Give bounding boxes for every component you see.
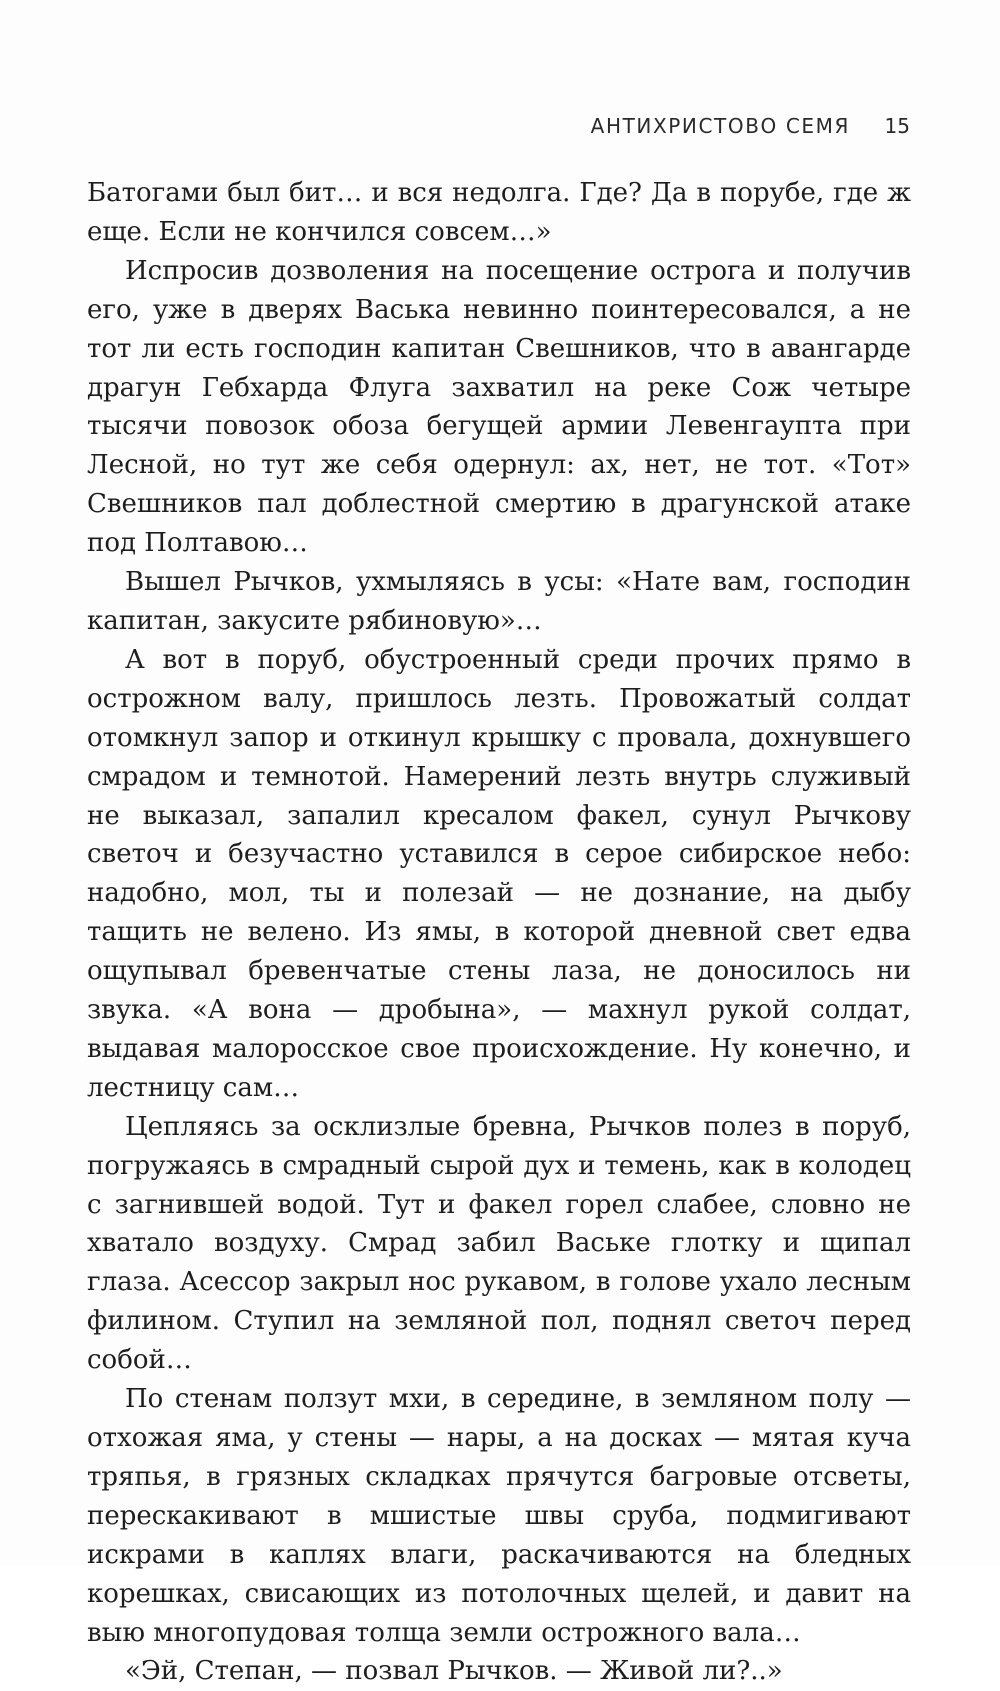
paragraph: Вышел Рычков, ухмыляясь в усы: «Нате вам, господин капитан, закусите рябиновую»… <box>87 567 911 636</box>
running-title: АНТИХРИСТОВО СЕМЯ <box>590 114 850 138</box>
running-header <box>520 114 910 148</box>
page-number: 15 <box>884 114 910 138</box>
paragraph: Цепляясь за осклизлые бревна, Рычков полез в поруб, погружаясь в смрадный сырой дух и темень, как в колодец с загнившей водой. Тут и факел горел слабее, словно не хватало воздуху. Смрад забил Ваське глотку и щипал глаза. Асессор закрыл нос рукавом, в голове ухало лесным филином. Ступил на земляной пол, поднял светоч перед собой… <box>87 1111 911 1376</box>
paragraph: «Эй, Степан, — позвал Рычков. — Живой ли?..» <box>125 1656 783 1687</box>
paragraph: А вот в поруб, обустроенный среди прочих прямо в острожном валу, пришлось лезть. Провожатый солдат отомкнул запор и откинул крышку с провала, дохнувшего смрадом и темнотой. Намерений лезть внутрь служивый не выказал, запалил кресалом факел, сунул Рычкову светоч и безучастно уставился в серое сибирское небо: надобно, мол, ты и полезай — не дознание, на дыбу тащить не велено. Из ямы, в которой дневной свет едва ощупывал бревенчатые стены лаза, не доносилось ни звука. «А вона — дробына», — махнул рукой солдат, выдавая малоросское свое происхождение. Ну конечно, и лестницу сам… <box>87 644 911 1103</box>
paragraph: Батогами был бит… и вся недолга. Где? Да в порубе, где ж еще. Если не кончился совсем…» <box>87 178 911 247</box>
body-text <box>87 174 911 1691</box>
paragraph: Испросив дозволения на посещение острога и получив его, уже в дверях Васька невинно поинтересовался, а не тот ли есть господин капитан Свешников, что в авангарде драгун Гебхарда Флуга захватил на реке Сож четыре тысячи повозок обоза бегущей армии Левенгаупта при Лесной, но тут же себя одернул: ах, нет, не тот. «Тот» Свешников пал доблестной смертию в драгунской атаке под Полтавою… <box>87 255 911 559</box>
paragraph: По стенам ползут мхи, в середине, в земляном полу — отхожая яма, у стены — нары, а на досках — мятая куча тряпья, в грязных складках прячутся багровые отсветы, перескакивают в мшистые швы сруба, подмигивают искрами в каплях влаги, раскачиваются на бледных корешках, свисающих из потолочных щелей, и давит на выю многопудовая толща земли острожного вала… <box>87 1384 911 1648</box>
